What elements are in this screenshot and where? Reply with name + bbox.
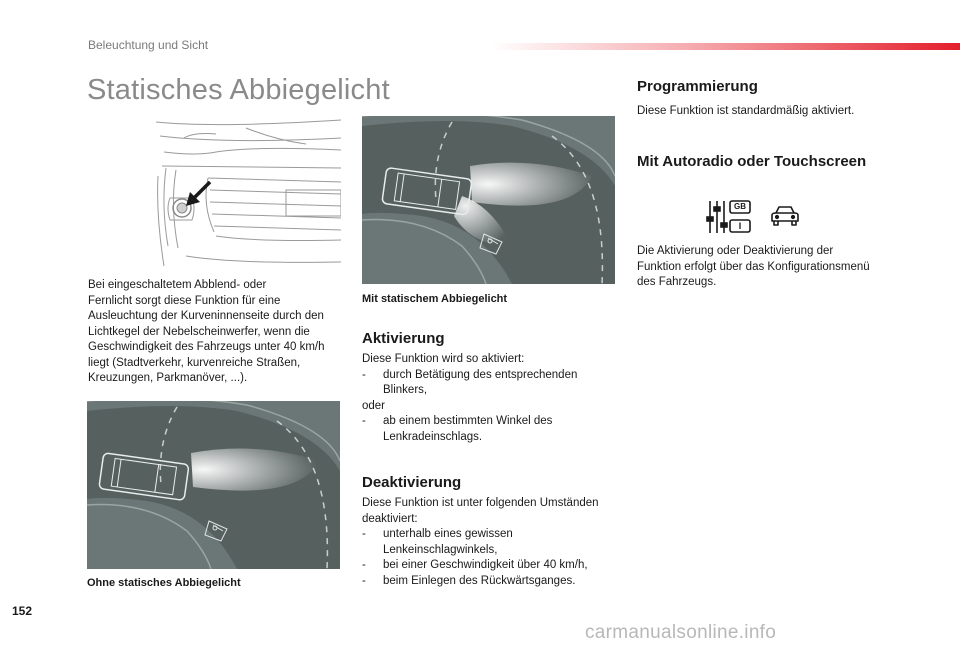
header-accent-bar [490, 43, 960, 50]
list-item [362, 574, 632, 590]
autoradio-line: Funktion erfolgt über das Konfigurationsmenü [637, 260, 870, 273]
page-title: Statisches Abbiegelicht [87, 74, 390, 106]
intro-line: Kreuzungen, Parkmanöver, ...). [88, 372, 248, 384]
caption-without: Ohne statisches Abbiegelicht [87, 577, 241, 589]
intro-line: Geschwindigkeit des Fahrzeugs unter 40 km/h [88, 341, 325, 353]
list-dash: - [362, 559, 366, 571]
autoradio-line: Die Aktivierung oder Deaktivierung der [637, 245, 834, 257]
page-number: 152 [12, 604, 33, 618]
heading-autoradio: Mit Autoradio oder Touchscreen [637, 153, 867, 170]
intro-line: Ausleuchtung der Kurveninnenseite durch den [88, 310, 324, 322]
list-line: Blinkers, [383, 384, 428, 396]
programmierung-text: Diese Funktion ist standardmäßig aktiviert. [637, 105, 855, 117]
bumper-illustration [156, 116, 341, 270]
icon-badge-gb: GB [734, 202, 746, 211]
intro-line: liegt (Stadtverkehr, kurvenreiche Straßen, [88, 356, 301, 369]
heading-aktivierung: Aktivierung [362, 330, 445, 347]
intro-line: Bei eingeschaltetem Abblend- oder [88, 279, 267, 291]
list-line: ab einem bestimmten Winkel des [383, 415, 553, 427]
aktivierung-or: oder [362, 399, 386, 412]
section-header: Beleuchtung und Sicht [88, 38, 209, 52]
watermark: carmanualsonline.info [585, 622, 777, 643]
list-line: bei einer Geschwindigkeit über 40 km/h, [383, 559, 588, 571]
illustration-with-cornering-light [362, 116, 615, 284]
list-line: beim Einlegen des Rückwärtsganges. [383, 574, 576, 587]
deaktivierung-intro-line: Diese Funktion ist unter folgenden Umständen [362, 497, 599, 509]
list-item [362, 368, 622, 399]
settings-sliders-icon [706, 199, 752, 235]
road-with-light-drawing [362, 116, 615, 284]
autoradio-line: des Fahrzeugs. [637, 276, 717, 288]
deaktivierung-intro-line: deaktiviert: [362, 512, 418, 525]
deaktivierung-content [362, 496, 632, 589]
list-line: Lenkradeinschlags. [383, 430, 483, 443]
list-line: unterhalb eines gewissen [383, 528, 513, 540]
aktivierung-content [362, 352, 622, 445]
car-icon [770, 205, 800, 227]
caption-with: Mit statischem Abbiegelicht [362, 293, 508, 305]
list-dash: - [362, 415, 366, 427]
intro-paragraph [88, 278, 348, 387]
list-dash: - [362, 574, 366, 587]
icon-badge-i: I [738, 221, 742, 231]
heading-deaktivierung: Deaktivierung [362, 474, 462, 491]
list-line: durch Betätigung des entsprechenden [383, 368, 578, 381]
car-icon-svg [770, 205, 800, 227]
intro-line: Lichtkegel der Nebelscheinwerfer, wenn die [88, 325, 310, 338]
road-without-light-drawing [87, 401, 340, 569]
list-dash: - [362, 368, 366, 381]
list-item [362, 558, 632, 574]
list-dash: - [362, 528, 366, 540]
list-item [362, 527, 632, 558]
aktivierung-intro: Diese Funktion wird so aktiviert: [362, 353, 525, 365]
list-item [362, 414, 622, 445]
intro-line: Fernlicht sorgt diese Funktion für eine [88, 294, 281, 307]
autoradio-paragraph [637, 244, 907, 291]
illustration-without-cornering-light [87, 401, 340, 569]
list-line: Lenkeinschlagwinkels, [383, 543, 498, 556]
bumper-drawing [156, 116, 341, 270]
heading-programmierung: Programmierung [637, 78, 758, 95]
